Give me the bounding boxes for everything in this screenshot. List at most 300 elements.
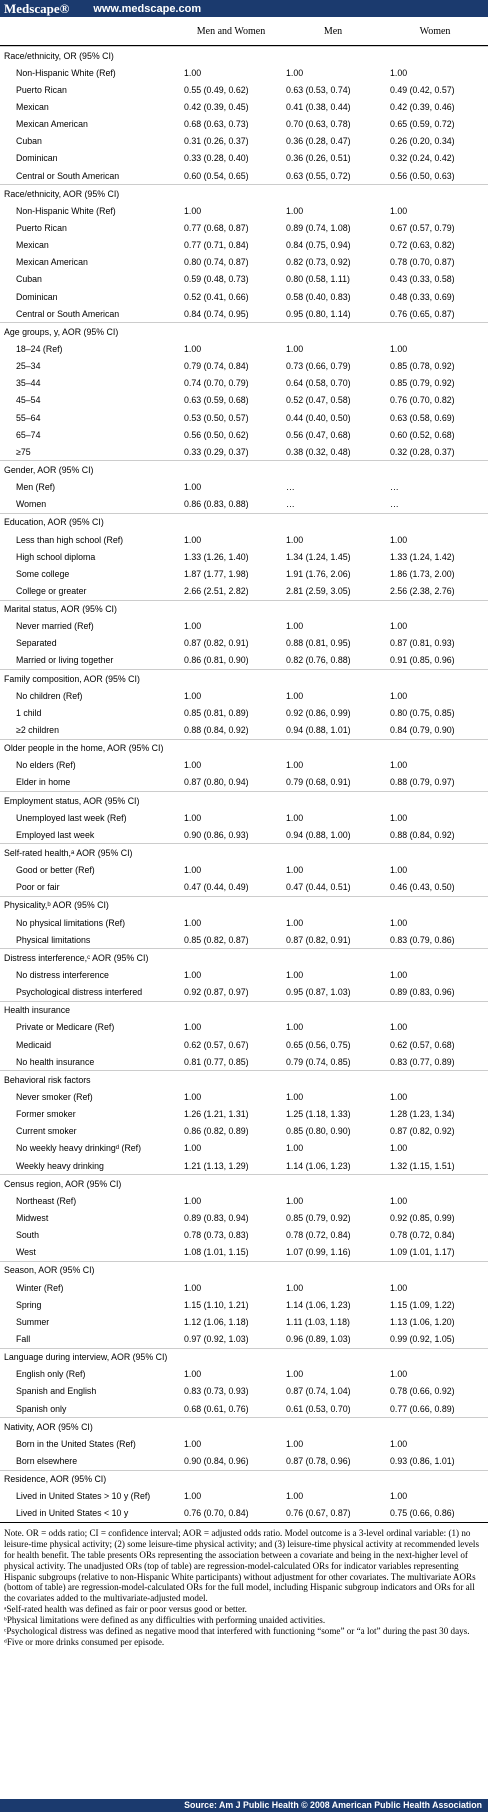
value-women: 0.32 (0.28, 0.37) [390, 446, 455, 457]
value-men: 0.87 (0.74, 1.04) [286, 1386, 351, 1397]
row-label: Medicaid [16, 1039, 52, 1050]
section-header-row [0, 322, 488, 340]
value-women: 1.00 [390, 970, 408, 981]
footnote: ᶜPsychological distress was defined as negative mood that interfered with functioning “some” or “a lot” during the past 30 days. [4, 1626, 470, 1637]
value-men: 1.00 [286, 1092, 304, 1102]
section-header-row [0, 1070, 488, 1088]
value-men-and-women: 1.00 [184, 67, 202, 78]
row-label: Psychological distress interfered [16, 987, 143, 998]
section-label: Employment status, AOR (95% CI) [4, 795, 140, 806]
section-header-row [0, 460, 488, 478]
row-label: Lived in United States < 10 y [16, 1508, 129, 1519]
table-row [0, 1088, 488, 1105]
value-women: … [390, 482, 399, 493]
value-men-and-women: 1.00 [184, 1282, 202, 1293]
table-row [0, 1019, 488, 1036]
value-men: 0.36 (0.26, 0.51) [286, 153, 351, 164]
table-row [0, 375, 488, 392]
value-men: 0.80 (0.58, 1.11) [286, 274, 350, 285]
value-women: 0.85 (0.79, 0.92) [390, 378, 455, 389]
value-men-and-women: 0.62 (0.57, 0.67) [184, 1039, 249, 1050]
value-women: … [390, 499, 399, 510]
value-men-and-women: 0.90 (0.84, 0.96) [184, 1455, 249, 1466]
table-row [0, 305, 488, 322]
row-label: Never married (Ref) [16, 621, 94, 632]
value-men: 1.00 [286, 1282, 304, 1293]
table-row [0, 1192, 488, 1209]
value-men: 0.94 (0.88, 1.01) [286, 725, 351, 736]
value-men: 1.00 [286, 970, 304, 981]
table-row [0, 1452, 488, 1469]
value-men: 0.95 (0.80, 1.14) [286, 308, 351, 319]
value-men-and-women: 0.84 (0.74, 0.95) [184, 308, 249, 319]
section-header-row [0, 1261, 488, 1279]
value-men: 0.41 (0.38, 0.44) [286, 101, 351, 112]
section-label: Self-rated health,ᵃ AOR (95% CI) [4, 848, 133, 859]
row-label: Winter (Ref) [16, 1282, 64, 1293]
row-label: Spanish and English [16, 1386, 97, 1397]
row-label: Puerto Rican [16, 222, 67, 233]
value-men-and-women: 1.00 [184, 690, 202, 701]
section-label: Older people in the home, AOR (95% CI) [4, 743, 164, 754]
value-women: 1.00 [390, 534, 408, 545]
row-label: ≥2 children [16, 725, 59, 736]
value-women: 0.26 (0.20, 0.34) [390, 136, 455, 147]
value-women: 0.67 (0.57, 0.79) [390, 222, 455, 233]
value-men: 1.00 [286, 865, 304, 876]
table-row [0, 392, 488, 409]
value-men-and-women: 1.00 [184, 1491, 202, 1502]
value-men-and-women: 0.86 (0.83, 0.88) [184, 499, 249, 510]
value-men: 0.63 (0.53, 0.74) [286, 84, 351, 95]
value-men-and-women: 1.12 (1.06, 1.18) [184, 1316, 249, 1327]
row-label: Spanish only [16, 1403, 67, 1414]
row-label: Married or living together [16, 655, 114, 666]
table-row [0, 635, 488, 652]
value-men-and-women: 1.15 (1.10, 1.21) [184, 1299, 249, 1310]
value-men: … [286, 482, 295, 493]
table-row [0, 496, 488, 513]
value-women: 1.09 (1.01, 1.17) [390, 1247, 455, 1258]
value-women: 0.80 (0.75, 0.85) [390, 707, 455, 718]
value-women: 0.88 (0.79, 0.97) [390, 777, 455, 788]
row-label: 65–74 [16, 429, 41, 440]
table-row [0, 687, 488, 704]
value-men: 0.44 (0.40, 0.50) [286, 412, 351, 423]
value-men: 1.00 [286, 1143, 304, 1154]
footnote: ᵈFive or more drinks consumed per episode. [4, 1637, 165, 1648]
value-men-and-women: 1.21 (1.13, 1.29) [184, 1160, 249, 1171]
value-men: 1.00 [286, 1491, 304, 1502]
row-label: Mexican [16, 101, 49, 112]
footnote: ᵇPhysical limitations were defined as any difficulties with performing unaided activities. [4, 1615, 326, 1626]
value-men: 0.73 (0.66, 0.79) [286, 361, 351, 372]
table-row [0, 652, 488, 669]
table-body [0, 46, 488, 1522]
column-header-women: Women [419, 25, 451, 37]
value-men-and-women: 0.86 (0.81, 0.90) [184, 655, 249, 666]
value-women: 0.63 (0.58, 0.69) [390, 412, 455, 423]
value-men: 0.95 (0.87, 1.03) [286, 987, 351, 998]
row-label: 45–54 [16, 395, 41, 406]
value-men-and-women: 1.00 [184, 1438, 202, 1449]
row-label: No distress interference [16, 970, 109, 981]
row-label: Non-Hispanic White (Ref) [16, 205, 116, 216]
header-bar [0, 0, 488, 17]
row-label: Born elsewhere [16, 1455, 78, 1466]
row-label: Former smoker [16, 1109, 76, 1120]
table-row [0, 1244, 488, 1261]
value-men: 0.92 (0.86, 0.99) [286, 707, 351, 718]
row-label: Born in the United States (Ref) [16, 1438, 136, 1449]
value-women: 1.00 [390, 760, 408, 771]
value-men: 1.34 (1.24, 1.45) [286, 551, 351, 562]
value-men-and-women: 1.00 [184, 482, 202, 493]
section-header-row [0, 669, 488, 687]
value-men-and-women: 0.55 (0.49, 0.62) [184, 84, 249, 95]
section-header-row [0, 184, 488, 202]
value-women: 0.91 (0.85, 0.96) [390, 655, 455, 666]
value-men-and-women: 0.81 (0.77, 0.85) [184, 1056, 249, 1067]
section-label: Distress interference,ᶜ AOR (95% CI) [4, 952, 149, 963]
table-row [0, 1296, 488, 1313]
value-men-and-women: 0.60 (0.54, 0.65) [184, 170, 249, 181]
value-men: 0.76 (0.67, 0.87) [286, 1508, 351, 1519]
table-row [0, 1488, 488, 1505]
value-men: 1.11 (1.03, 1.18) [286, 1316, 350, 1327]
value-men-and-women: 0.76 (0.70, 0.84) [184, 1508, 249, 1519]
value-women: 0.92 (0.85, 0.99) [390, 1212, 455, 1223]
row-label: No health insurance [16, 1056, 95, 1067]
row-label: Poor or fair [16, 882, 60, 893]
row-label: Weekly heavy drinking [16, 1160, 104, 1171]
row-label: Private or Medicare (Ref) [16, 1022, 115, 1033]
value-men: 1.00 [286, 621, 304, 632]
value-women: 1.00 [390, 1282, 408, 1293]
column-header-men-and-women: Men and Women [196, 25, 266, 37]
value-men-and-women: 1.00 [184, 343, 202, 354]
value-men-and-women: 0.63 (0.59, 0.68) [184, 395, 249, 406]
value-men: 1.25 (1.18, 1.33) [286, 1109, 351, 1120]
row-label: Fall [16, 1333, 31, 1344]
row-label: 55–64 [16, 412, 41, 423]
value-men: 0.78 (0.72, 0.84) [286, 1230, 351, 1241]
section-header-row [0, 948, 488, 966]
value-men: 0.61 (0.53, 0.70) [286, 1403, 351, 1414]
table-row [0, 426, 488, 443]
table-row [0, 1330, 488, 1347]
row-label: Current smoker [16, 1126, 77, 1137]
value-men-and-women: 0.53 (0.50, 0.57) [184, 412, 249, 423]
table-row [0, 1505, 488, 1522]
value-men: 0.52 (0.47, 0.58) [286, 395, 351, 406]
row-label: Midwest [16, 1212, 49, 1223]
value-men-and-women: 1.87 (1.77, 1.98) [184, 568, 249, 579]
table-row [0, 409, 488, 426]
value-women: 0.43 (0.33, 0.58) [390, 274, 455, 285]
row-label: 18–24 (Ref) [16, 343, 63, 354]
value-men-and-women: 1.00 [184, 1092, 202, 1102]
value-men: 0.79 (0.74, 0.85) [286, 1056, 351, 1067]
table-row [0, 81, 488, 98]
table-row [0, 1435, 488, 1452]
value-men: 1.00 [286, 205, 304, 216]
value-women: 0.48 (0.33, 0.69) [390, 291, 455, 302]
section-header-row [0, 1174, 488, 1192]
value-men-and-women: 0.42 (0.39, 0.45) [184, 101, 249, 112]
table-row [0, 1383, 488, 1400]
value-men: 0.58 (0.40, 0.83) [286, 291, 351, 302]
value-women: 0.78 (0.66, 0.92) [390, 1386, 455, 1397]
value-women: 1.00 [390, 621, 408, 632]
table-row [0, 358, 488, 375]
value-women: 1.00 [390, 67, 408, 78]
value-men: 0.38 (0.32, 0.48) [286, 446, 351, 457]
row-label: Dominican [16, 291, 58, 302]
value-men-and-women: 0.78 (0.73, 0.83) [184, 1230, 249, 1241]
value-women: 1.00 [390, 1491, 408, 1502]
row-label: College or greater [16, 585, 87, 596]
table-row [0, 757, 488, 774]
row-label: Men (Ref) [16, 482, 56, 493]
table-row [0, 984, 488, 1001]
value-men-and-women: 0.68 (0.63, 0.73) [184, 119, 249, 130]
value-women: 2.56 (2.38, 2.76) [390, 585, 455, 596]
value-women: 0.46 (0.43, 0.50) [390, 882, 455, 893]
value-women: 1.00 [390, 1438, 408, 1449]
value-women: 0.84 (0.79, 0.90) [390, 725, 455, 736]
section-label: Education, AOR (95% CI) [4, 517, 104, 528]
value-men-and-women: 0.56 (0.50, 0.62) [184, 429, 249, 440]
site-url[interactable]: www.medscape.com [93, 2, 202, 15]
value-men: 0.36 (0.28, 0.47) [286, 136, 351, 147]
value-men: 1.14 (1.06, 1.23) [286, 1299, 351, 1310]
row-label: No physical limitations (Ref) [16, 917, 126, 928]
table-notes [0, 1522, 488, 1648]
value-men: 0.47 (0.44, 0.51) [286, 882, 351, 893]
value-men-and-women: 1.00 [184, 970, 202, 981]
value-men: 0.84 (0.75, 0.94) [286, 240, 351, 251]
value-men-and-women: 0.92 (0.87, 0.97) [184, 987, 249, 998]
value-women: 0.42 (0.39, 0.46) [390, 101, 455, 112]
value-women: 0.49 (0.42, 0.57) [390, 84, 455, 95]
value-women: 1.00 [390, 343, 408, 354]
table-row [0, 443, 488, 460]
value-men-and-women: 1.08 (1.01, 1.15) [184, 1247, 249, 1258]
section-header-row [0, 46, 488, 64]
value-men: 1.00 [286, 67, 304, 78]
value-men-and-women: 0.33 (0.28, 0.40) [184, 153, 249, 164]
value-men: 0.88 (0.81, 0.95) [286, 638, 351, 649]
table-row [0, 1123, 488, 1140]
table-row [0, 1157, 488, 1174]
value-women: 1.13 (1.06, 1.20) [390, 1316, 455, 1327]
value-men-and-women: 0.47 (0.44, 0.49) [184, 882, 249, 893]
value-men: 1.00 [286, 812, 304, 823]
row-label: Dominican [16, 153, 58, 164]
value-men-and-women: 1.00 [184, 1022, 202, 1033]
value-men-and-women: 1.00 [184, 205, 202, 216]
table-row [0, 914, 488, 931]
value-women: 1.00 [390, 812, 408, 823]
row-label: Women [16, 499, 47, 510]
table-row [0, 1227, 488, 1244]
table-row [0, 98, 488, 115]
table-row [0, 774, 488, 791]
value-women: 0.56 (0.50, 0.63) [390, 170, 455, 181]
value-women: 0.87 (0.82, 0.92) [390, 1126, 455, 1137]
value-men-and-women: 1.26 (1.21, 1.31) [184, 1109, 249, 1120]
row-label: Northeast (Ref) [16, 1195, 77, 1206]
row-label: Elder in home [16, 777, 71, 788]
row-label: Separated [16, 638, 57, 649]
value-men-and-women: 1.00 [184, 917, 202, 928]
value-men-and-women: 0.80 (0.74, 0.87) [184, 257, 249, 268]
section-header-row [0, 1001, 488, 1019]
value-men: 0.65 (0.56, 0.75) [286, 1039, 351, 1050]
value-men-and-women: 0.52 (0.41, 0.66) [184, 291, 249, 302]
row-label: Some college [16, 568, 70, 579]
row-label: ≥75 [16, 446, 31, 457]
value-men-and-women: 0.88 (0.84, 0.92) [184, 725, 249, 736]
table-row [0, 548, 488, 565]
value-women: 0.83 (0.77, 0.89) [390, 1056, 455, 1067]
section-header-row [0, 1417, 488, 1435]
row-label: West [16, 1247, 36, 1258]
value-men: 0.96 (0.89, 1.03) [286, 1333, 351, 1344]
row-label: South [16, 1230, 39, 1241]
value-men-and-women: 0.79 (0.74, 0.84) [184, 361, 249, 372]
value-women: 1.00 [390, 865, 408, 876]
row-label: Summer [16, 1316, 50, 1327]
value-men-and-women: 1.00 [184, 1369, 202, 1380]
value-men-and-women: 0.87 (0.80, 0.94) [184, 777, 249, 788]
value-men: 0.87 (0.78, 0.96) [286, 1455, 351, 1466]
value-women: 1.15 (1.09, 1.22) [390, 1299, 455, 1310]
table-row [0, 879, 488, 896]
value-men-and-women: 1.00 [184, 865, 202, 876]
table-row [0, 531, 488, 548]
medscape-logo[interactable]: Medscape® [4, 0, 70, 16]
table-header [0, 17, 488, 46]
table-row [0, 1106, 488, 1123]
section-header-row [0, 600, 488, 618]
value-women: 0.78 (0.70, 0.87) [390, 257, 455, 268]
table-row [0, 1313, 488, 1330]
value-men-and-women: 0.77 (0.71, 0.84) [184, 240, 249, 251]
row-label: Less than high school (Ref) [16, 534, 124, 545]
value-men: 1.91 (1.76, 2.06) [286, 568, 351, 579]
value-men-and-women: 0.85 (0.81, 0.89) [184, 707, 249, 718]
value-women: 0.62 (0.57, 0.68) [390, 1039, 455, 1050]
value-women: 0.78 (0.72, 0.84) [390, 1230, 455, 1241]
row-label: 35–44 [16, 378, 41, 389]
section-label: Race/ethnicity, AOR (95% CI) [4, 188, 120, 199]
value-women: 1.86 (1.73, 2.00) [390, 568, 455, 579]
source-footer: Source: Am J Public Health © 2008 American Public Health Association [0, 1799, 488, 1812]
value-men: 1.00 [286, 1022, 304, 1033]
row-label: Central or South American [16, 170, 120, 181]
section-header-row [0, 739, 488, 757]
value-women: 0.83 (0.79, 0.86) [390, 934, 455, 945]
value-women: 0.32 (0.24, 0.42) [390, 153, 455, 164]
value-men: 1.14 (1.06, 1.23) [286, 1160, 351, 1171]
value-men: 1.00 [286, 343, 304, 354]
value-men-and-women: 0.83 (0.73, 0.93) [184, 1386, 249, 1397]
section-header-row [0, 1348, 488, 1366]
value-women: 0.93 (0.86, 1.01) [390, 1455, 455, 1466]
value-women: 0.60 (0.52, 0.68) [390, 429, 455, 440]
table-row [0, 1036, 488, 1053]
value-women: 1.33 (1.24, 1.42) [390, 551, 455, 562]
row-label: Spring [16, 1299, 42, 1310]
section-label: Health insurance [4, 1005, 71, 1016]
value-women: 1.32 (1.15, 1.51) [390, 1160, 455, 1171]
value-women: 1.00 [390, 690, 408, 701]
table-row [0, 809, 488, 826]
value-women: 0.76 (0.65, 0.87) [390, 308, 455, 319]
table-row [0, 966, 488, 983]
section-label: Age groups, y, AOR (95% CI) [4, 326, 119, 337]
value-women: 0.65 (0.59, 0.72) [390, 119, 455, 130]
value-men-and-women: 2.66 (2.51, 2.82) [184, 585, 249, 596]
value-women: 1.00 [390, 205, 408, 216]
row-label: Physical limitations [16, 934, 91, 945]
table-row [0, 1053, 488, 1070]
section-header-row [0, 1470, 488, 1488]
value-men-and-women: 1.00 [184, 1195, 202, 1206]
table-row [0, 64, 488, 81]
table-row [0, 219, 488, 236]
value-women: 1.00 [390, 1195, 408, 1206]
table-row [0, 254, 488, 271]
row-label: Mexican [16, 240, 49, 251]
section-label: Gender, AOR (95% CI) [4, 464, 94, 475]
table-row [0, 826, 488, 843]
value-men-and-women: 1.00 [184, 812, 202, 823]
value-men: 1.00 [286, 1438, 304, 1449]
value-men-and-women: 0.97 (0.92, 1.03) [184, 1333, 249, 1344]
section-label: Family composition, AOR (95% CI) [4, 673, 140, 684]
section-label: Season, AOR (95% CI) [4, 1265, 95, 1276]
value-men-and-women: 0.90 (0.86, 0.93) [184, 829, 249, 840]
value-men: 1.00 [286, 1369, 304, 1380]
row-label: No weekly heavy drinkingᵈ (Ref) [16, 1143, 142, 1154]
value-women: 0.87 (0.81, 0.93) [390, 638, 455, 649]
row-label: Cuban [16, 136, 42, 147]
value-men: … [286, 499, 295, 510]
table-row [0, 1366, 488, 1383]
row-label: English only (Ref) [16, 1369, 86, 1380]
value-men: 0.82 (0.73, 0.92) [286, 257, 351, 268]
value-men: 1.00 [286, 917, 304, 928]
value-men: 2.81 (2.59, 3.05) [286, 585, 351, 596]
table-row [0, 271, 488, 288]
value-men-and-women: 0.33 (0.29, 0.37) [184, 446, 249, 457]
value-women: 0.77 (0.66, 0.89) [390, 1403, 455, 1414]
value-women: 0.89 (0.83, 0.96) [390, 987, 455, 998]
table-row [0, 582, 488, 599]
table-row [0, 150, 488, 167]
value-men-and-women: 0.87 (0.82, 0.91) [184, 638, 249, 649]
table-row [0, 704, 488, 721]
value-men: 0.89 (0.74, 1.08) [286, 222, 351, 233]
value-men-and-women: 0.77 (0.68, 0.87) [184, 222, 249, 233]
section-header-row [0, 896, 488, 914]
value-men: 0.85 (0.80, 0.90) [286, 1126, 351, 1137]
table-row [0, 202, 488, 219]
value-men: 0.70 (0.63, 0.78) [286, 119, 351, 130]
